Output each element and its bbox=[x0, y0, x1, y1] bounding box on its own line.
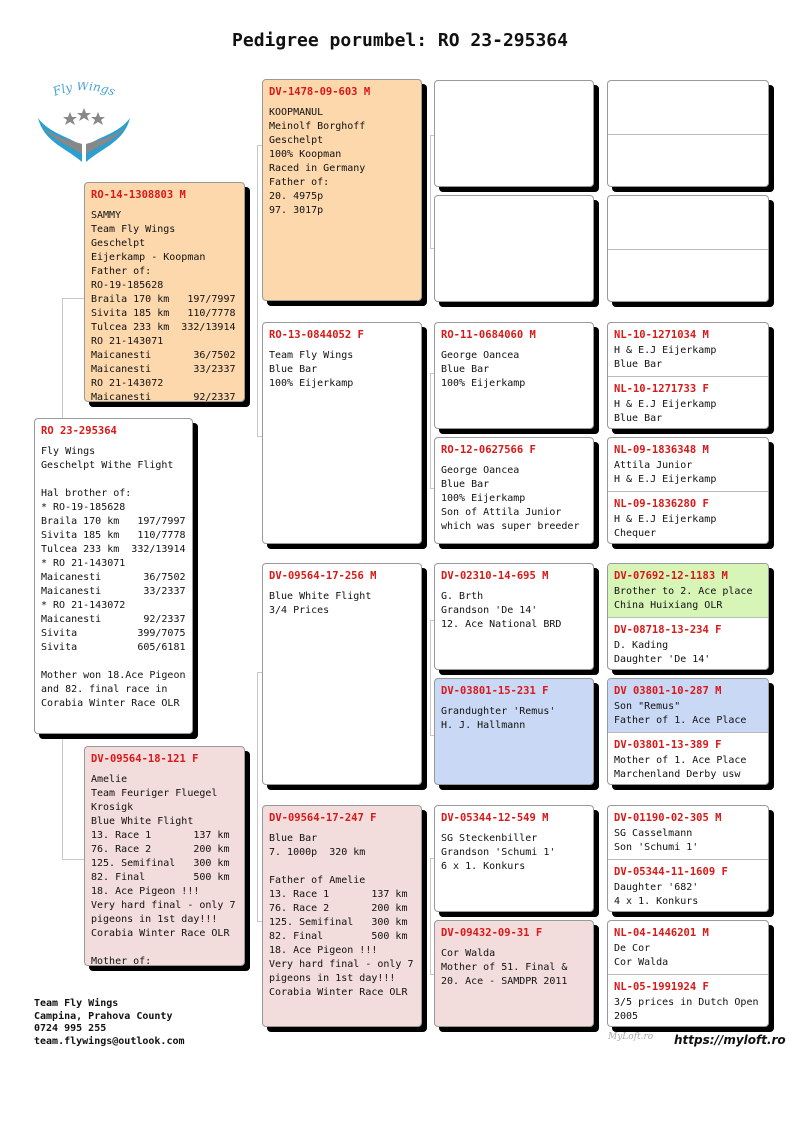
ring-number: RO-13-0844052 F bbox=[269, 329, 364, 341]
fourth-gen-dam[interactable] bbox=[608, 859, 768, 912]
sire-card[interactable] bbox=[84, 182, 245, 402]
pigeon-details: Amelie Team Feuriger Fluegel Krosigk Blue White Flight 13. Race 1 137 km 76. Race 2 200 km 125. Semifinal 300 km 82. Final 500 km 18. Ace Pigeon !!! Very hard final - only 7 pigeons in 1st day!!! Corabia Winter Race OLR Mother of: bbox=[91, 774, 236, 966]
fourth-gen-dam[interactable] bbox=[608, 732, 768, 785]
fourth-gen-sire[interactable] bbox=[608, 438, 768, 491]
fourth-gen-sire[interactable] bbox=[608, 679, 768, 732]
pigeon-details: KOOPMANUL Meinolf Borghoff Geschelpt 100% Koopman Raced in Germany Father of: 20. 4975p 97. 3017p bbox=[269, 107, 366, 216]
pigeon-details: Daughter '682' 4 x 1. Konkurs bbox=[614, 882, 699, 907]
fourth-gen-sire[interactable] bbox=[608, 196, 768, 249]
ring-number: NL-09-1836280 F bbox=[614, 498, 709, 510]
ring-number: DV-09432-09-31 F bbox=[441, 927, 543, 939]
fourth-gen-dam[interactable] bbox=[608, 249, 768, 302]
winged-stars-logo bbox=[36, 82, 132, 168]
sire-sire-card[interactable] bbox=[262, 79, 422, 301]
dam-sire-card[interactable] bbox=[262, 563, 422, 785]
great-grandparent-card[interactable] bbox=[434, 805, 594, 912]
ring-number: DV-09564-17-247 F bbox=[269, 812, 377, 824]
fourth-gen-dam[interactable] bbox=[608, 617, 768, 670]
pigeon-details: SG Steckenbiller Grandson 'Schumi 1' 6 x 1. Konkurs bbox=[441, 833, 556, 872]
svg-text:Fly Wings bbox=[50, 82, 117, 99]
pigeon-details: Blue Bar 7. 1000p 320 km Father of Amelie 13. Race 1 137 km 76. Race 2 200 km 125. Semifinal 300 km 82. Final 500 km 18. Ace Pigeon !!! Very hard final - only 7 pigeons in 1st day!!! Corabia Winter Race OLR bbox=[269, 833, 414, 998]
ring-number: DV-08718-13-234 F bbox=[614, 624, 722, 636]
logo-text: Fly Wings bbox=[50, 82, 118, 99]
pigeon-details: SG Casselmann Son 'Schumi 1' bbox=[614, 828, 699, 853]
fourth-gen-pair-card bbox=[607, 195, 769, 302]
pigeon-details: H & E.J Eijerkamp Blue Bar bbox=[614, 345, 717, 370]
great-grandparent-card[interactable] bbox=[434, 322, 594, 429]
pigeon-details: G. Brth Grandson 'De 14' 12. Ace National BRD bbox=[441, 591, 562, 630]
ring-number: RO-14-1308803 M bbox=[91, 189, 186, 201]
fourth-gen-sire[interactable] bbox=[608, 564, 768, 617]
great-grandparent-card[interactable] bbox=[434, 437, 594, 544]
pigeon-details: Attila Junior H & E.J Eijerkamp bbox=[614, 460, 717, 485]
ring-number: DV-03801-15-231 F bbox=[441, 685, 549, 697]
ring-number: NL-04-1446201 M bbox=[614, 927, 709, 939]
dam-card[interactable] bbox=[84, 746, 245, 966]
fourth-gen-dam[interactable] bbox=[608, 491, 768, 544]
ring-number: RO 23-295364 bbox=[41, 425, 117, 437]
signature-stamp: MyLoft.ro bbox=[608, 1032, 654, 1042]
great-grandparent-card[interactable] bbox=[434, 678, 594, 785]
ring-number: DV 03801-10-287 M bbox=[614, 685, 722, 697]
ring-number: DV-1478-09-603 M bbox=[269, 86, 371, 98]
pigeon-details: Fly Wings Geschelpt Withe Flight Hal brother of: * RO-19-185628 Braila 170 km 197/7997 Sivita 185 km 110/7778 Tulcea 233 km 332/13914 * RO 21-143071 Maicanesti 36/7502 Maicanesti 33/2337 * RO 21-143072 Maicanesti 92/2337 Sivita 399/7075 Sivita 605/6181 Mother won 18.Ace Pigeon and 82. final race in Corabia Winter Race OLR bbox=[41, 446, 186, 709]
ring-number: NL-10-1271034 M bbox=[614, 329, 709, 341]
ring-number: DV-05344-12-549 M bbox=[441, 812, 549, 824]
ring-number: RO-11-0684060 M bbox=[441, 329, 536, 341]
great-grandparent-card[interactable] bbox=[434, 80, 594, 187]
fourth-gen-pair-card bbox=[607, 678, 769, 785]
ring-number: NL-10-1271733 F bbox=[614, 383, 709, 395]
ring-number: DV-02310-14-695 M bbox=[441, 570, 549, 582]
page-title: Pedigree porumbel: RO 23-295364 bbox=[232, 30, 568, 51]
pigeon-details: George Oancea Blue Bar 100% Eijerkamp Son of Attila Junior which was super breeder bbox=[441, 465, 580, 532]
subject-pigeon-card[interactable] bbox=[34, 418, 193, 734]
fourth-gen-dam[interactable] bbox=[608, 974, 768, 1027]
sire-dam-card[interactable] bbox=[262, 322, 422, 544]
pigeon-details: 3/5 prices in Dutch Open 2005 bbox=[614, 997, 759, 1022]
ring-number: DV-07692-12-1183 M bbox=[614, 570, 728, 582]
fourth-gen-sire[interactable] bbox=[608, 81, 768, 134]
fourth-gen-pair-card bbox=[607, 563, 769, 670]
ring-number: DV-01190-02-305 M bbox=[614, 812, 722, 824]
ring-number: DV-03801-13-389 F bbox=[614, 739, 722, 751]
fourth-gen-pair-card bbox=[607, 322, 769, 429]
pigeon-details: Son "Remus" Father of 1. Ace Place bbox=[614, 701, 747, 726]
pigeon-details: D. Kading Daughter 'De 14' bbox=[614, 640, 711, 665]
pigeon-details: Cor Walda Mother of 51. Final & 20. Ace - SAMDPR 2011 bbox=[441, 948, 568, 987]
pigeon-details: H & E.J Eijerkamp Blue Bar bbox=[614, 399, 717, 424]
website-link[interactable]: https://myloft.ro bbox=[674, 1033, 786, 1047]
fourth-gen-sire[interactable] bbox=[608, 806, 768, 859]
fourth-gen-pair-card bbox=[607, 80, 769, 187]
ring-number: NL-09-1836348 M bbox=[614, 444, 709, 456]
great-grandparent-card[interactable] bbox=[434, 920, 594, 1027]
fourth-gen-pair-card bbox=[607, 920, 769, 1027]
pigeon-details: H & E.J Eijerkamp Chequer bbox=[614, 514, 717, 539]
pigeon-details: Mother of 1. Ace Place Marchenland Derby usw bbox=[614, 755, 747, 780]
ring-number: DV-05344-11-1609 F bbox=[614, 866, 728, 878]
ring-number: RO-12-0627566 F bbox=[441, 444, 536, 456]
great-grandparent-card[interactable] bbox=[434, 195, 594, 302]
pigeon-details: Blue White Flight 3/4 Prices bbox=[269, 591, 372, 616]
pigeon-details: SAMMY Team Fly Wings Geschelpt Eijerkamp - Koopman Father of: RO-19-185628 Braila 170 km 197/7997 Sivita 185 km 110/7778 Tulcea 233 km 332/13914 RO 21-143071 Maicanesti 36/7502 Maicanesti 33/2337 RO 21-143072 Maicanesti 92/2337 bbox=[91, 210, 236, 402]
great-grandparent-card[interactable] bbox=[434, 563, 594, 670]
fourth-gen-sire[interactable] bbox=[608, 921, 768, 974]
fourth-gen-dam[interactable] bbox=[608, 134, 768, 187]
ring-number: DV-09564-17-256 M bbox=[269, 570, 377, 582]
pigeon-details: George Oancea Blue Bar 100% Eijerkamp bbox=[441, 350, 526, 389]
dam-dam-card[interactable] bbox=[262, 805, 422, 1027]
fourth-gen-pair-card bbox=[607, 805, 769, 912]
ring-number: NL-05-1991924 F bbox=[614, 981, 709, 993]
pigeon-details: De Cor Cor Walda bbox=[614, 943, 669, 968]
ring-number: DV-09564-18-121 F bbox=[91, 753, 199, 765]
fourth-gen-pair-card bbox=[607, 437, 769, 544]
pigeon-details: Grandughter 'Remus' H. J. Hallmann bbox=[441, 706, 556, 731]
pigeon-details: Team Fly Wings Blue Bar 100% Eijerkamp bbox=[269, 350, 354, 389]
contact-info: Team Fly Wings Campina, Prahova County 0724 995 255 team.flywings@outlook.com bbox=[34, 998, 185, 1047]
fourth-gen-dam[interactable] bbox=[608, 376, 768, 429]
pigeon-details: Brother to 2. Ace place China Huixiang OLR bbox=[614, 586, 753, 611]
fourth-gen-sire[interactable] bbox=[608, 323, 768, 376]
